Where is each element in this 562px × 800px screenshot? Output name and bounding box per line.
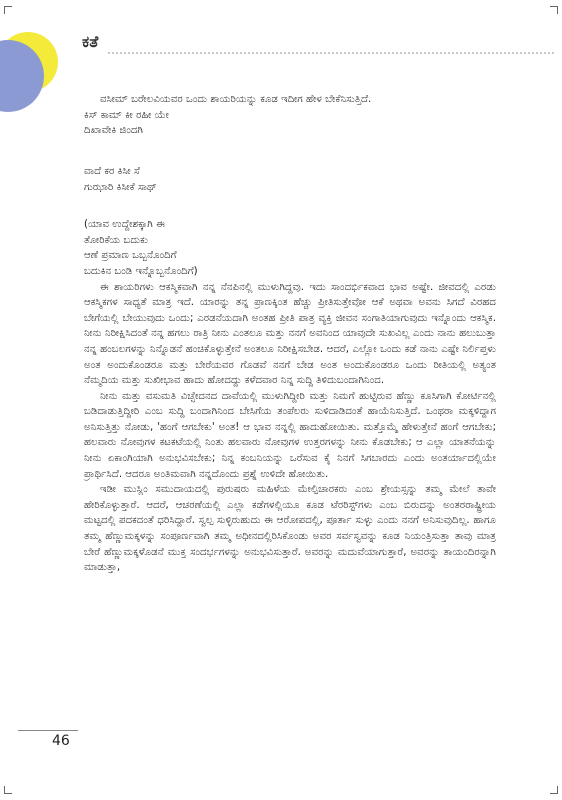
poem-line: ತೋರಿಕೆಯ ಬದುಕು [84,234,148,246]
intro-line: ವಸೀಮ್ ಬರೇಲವಿಯವರ ಒಂದು ಶಾಯರಿಯನ್ನು ಕೂಡ ಇದೀಗ ಹೇಳ ಬೇಕೆನಿಸುತ್ತಿದೆ. [100,94,372,105]
translation-stanza [84,217,496,279]
poem-line: ಆಣೆ ಪ್ರಮಾಣ ಒಬ್ಬನೊಂದಿಗೆ [84,250,177,262]
crop-mark-top-left [4,6,12,14]
poem-line: ವಾದೆ ಕರ ಕಿಸೀ ಸೆ [84,166,140,178]
poem-line: ದಿಖಾವೇಕಿ ಜಿಂದಗಿ [84,125,143,137]
crop-mark-top-right [550,6,558,14]
paragraph-1: ಈ ಶಾಯರಿಗಳು ಆಕಸ್ಮಿಕವಾಗಿ ನನ್ನ ನೆನಪಿನಲ್ಲಿ ಮುಳುಗಿದ್ದವು. ಇದು ಸಾಂದರ್ಭಿಕವಾದ ಭಾವ ಅಷ್ಟೇ. ಜೀವದಲ್ಲಿ ಎರಡು ಆಕಸ್ಮಿಕಗಳ ಸಾಧ್ಯತೆ ಮಾತ್ರ ಇದೆ. ಯಾರನ್ನು ತನ್ನ ಪ್ರಾಣಕ್ಕಿಂತ ಹೆಚ್ಚು ಪ್ರೀತಿಸುತ್ತೇವೋ ಆಕೆ ಅಥವಾ ಅವನು ಸಿಗದೆ ವಿರಹದ ಬೇಗೆಯಲ್ಲಿ ಬೇಯುವುದು ಒಂದು; ಎರಡನೆಯದಾಗಿ ಅಂತಹ ಪ್ರೀತಿ ಪಾತ್ರ ವ್ಯಕ್ತಿ ಜೀವನ ಸಂಗಾತಿಯಾಗುವುದು ಇನ್ನೊಂದು ಆಕಸ್ಮಿಕ. ನೀನು ನಿರೀಕ್ಷಿಸಿದಂತೆ ನನ್ನ ಹಗಲು ರಾತ್ರಿ ನೀನು ಎಂತಲೂ ಮತ್ತು ನನಗೆ ಅವನಿಂದ ಯಾವುದೇ ಸುಖವಿಲ್ಲ ಎಂದು ನಾನು ಹಲುಬುತ್ತಾ ನನ್ನ ಹಂಬಲಗಳನ್ನು ನಿನ್ನೊಡನೆ ಹಂಚಿಕೊಳ್ಳುತ್ತೇನೆ ಅಂತಲೂ ನಿರೀಕ್ಷಿಸಬೇಡ. ಆದರೆ, ಎಲ್ಲೋ ಒಂದು ಕಡೆ ನಾನು ಎಷ್ಟೇ ನಿರ್ಲಿಪ್ತಳು ಅಂತ ಅಂದುಕೊಂಡರೂ ಮತ್ತು ಬೇರೆಯವರ ಗೊಡವೆ ನನಗೆ ಬೇಡ ಅಂತ ಅಂದುಕೊಂಡರೂ ಒಂದು ರೀತಿಯಲ್ಲಿ ಅತ್ಯಂತ ನೆಮ್ಮದಿಯ ಮತ್ತು ಸುಖೀಭಾವ ಹಾದು ಹೋದದ್ದು ಕಳೆದವಾರ ನಿನ್ನ ಸುದ್ದಿ ತಿಳಿದುಬಂದಾಗಿನಿಂದ. [84,281,496,387]
poem-line: ಕಿಸ್ ಕಾಮ್ ಕೀ ರಹೀ ಯೇ [84,109,169,121]
article-body [84,92,496,576]
page-number: 46 [52,733,70,749]
crop-mark-bottom-left [4,786,12,794]
shayari-stanza-2 [84,164,496,195]
paragraph-3: ಇಡೀ ಮುಸ್ಲಿಂ ಸಮುದಾಯದಲ್ಲಿ ಪುರುಷರು ಮಹಿಳೆಯ ಮೇಲ್ಪಿಚಾರಕರು ಎಂಬ ಶ್ರೇಯಸ್ಸನ್ನು ತಮ್ಮ ಮೇಲೆ ತಾವೇ ಹೇರಿಕೊಳ್ಳುತ್ತಾರೆ. ಆದರೆ, ಆಚರಣೆಯಲ್ಲಿ ಎಲ್ಲಾ ಕಡೆಗಳಲ್ಲಿಯೂ ಕೂಡ ಟೆರರಿಸ್ಟ್‌ಗಳು ಎಂಬ ಬಿರುದನ್ನು ಅಂತರರಾಷ್ಟ್ರೀಯ ಮಟ್ಟದಲ್ಲಿ ಪದಕದಂತೆ ಧರಿಸಿದ್ದಾರೆ. ಸ್ವಲ್ಪ ಸುಳ್ಳಿರುಹುದು ಈ ಆರೋಪದಲ್ಲಿ, ಪೂರ್ತಾ ಸುಳ್ಳು ಎಂದು ನನಗೆ ಅನಿಸುವುದಿಲ್ಲ. ಹಾಗೂ ತಮ್ಮ ಹೆಣ್ಣುಮಕ್ಕಳನ್ನು ಸಂಪೂರ್ಣವಾಗಿ ತಮ್ಮ ಅಧೀನದಲ್ಲಿರಿಸಿಕೊಂಡು ಅವರ ಸರ್ವಸ್ವವನ್ನು ಕೂಡ ನಿಯಂತ್ರಿಸುತ್ತಾ ತಾವು ಮಾತ್ರ ಬೇರೆ ಹೆಣ್ಣುಮಕ್ಕಳೊಡನೆ ಮುಕ್ತ ಸಂದರ್ಭಗಳನ್ನು ಅನುಭವಿಸುತ್ತಾರೆ. ಅವರನ್ನು ಮದುವೆಯಾಗುತ್ತಾರೆ, ಅವರನ್ನು ತಾಯಂದಿರನ್ನಾಗಿ ಮಾಡುತ್ತಾ, [84,484,496,574]
section-title: ಕತೆ [82,32,99,51]
poem-line: ಗುಝಾರಿ ಕಿಸೀಕೆ ಸಾಥ್ [84,181,157,193]
footer-rule [18,730,78,731]
poem-line: (ಯಾವ ಉದ್ದೇಶಕ್ಕಾಗಿ ಈ [84,219,165,231]
poem-line: ಬದುಕಿನ ಬಂಡಿ ಇನ್ನೊಬ್ಬನೊಂದಿಗೆ) [84,265,198,277]
dotted-header-rule [108,52,554,54]
crop-mark-bottom-right [550,786,558,794]
header-decoration [0,24,80,114]
shayari-stanza-1 [84,108,496,139]
paragraph-2: ನೀನು ಮತ್ತು ವಸುಮತಿ ವಿಚ್ಛೇದನದ ದಾವೆಯಲ್ಲಿ ಮುಳುಗಿದ್ದೀರಿ ಮತ್ತು ನಿಮಗೆ ಹುಟ್ಟಿರುವ ಹೆಣ್ಣು ಕೂಸಿಗಾಗಿ ಕೋರ್ಟಿನಲ್ಲಿ ಬಡಿದಾಡುತ್ತಿದ್ದೀರಿ ಎಂಬ ಸುದ್ದಿ ಬಂದಾಗಿನಿಂದ ಬೇಸಿಗೆಯ ತಂಪೆಲರು ಸುಳಿದಾಡಿದಂತೆ ಹಾಯೆನಿಸುತ್ತಿದೆ. ಒಂಥರಾ ಮಕ್ಕಳಿದ್ದಾಗ ಅನಿಸುತ್ತಿತ್ತು ನೋಡು, 'ಹಂಗೆ ಆಗಬೇಕು' ಅಂತ! ಆ ಭಾವ ನನ್ನಲ್ಲಿ ಹಾದುಹೋಯಿತು. ಮತ್ತೊಮ್ಮೆ ಹೇಳುತ್ತೇನೆ ಹಂಗೆ ಆಗಬೇಕು; ಹಲವಾರು ನೋವುಗಳ ಕಟಕಟೆಯಲ್ಲಿ ನಿಂತು ಹಲವಾರು ನೋವುಗಳ ಉತ್ತರಗಳನ್ನು ನೀನು ಕೊಡಬೇಕು; ಆ ಎಲ್ಲಾ ಯಾತನೆಯನ್ನು ನೀನು ಏಕಾಂಗಿಯಾಗಿ ಅನುಭವಿಸಬೇಕು; ನಿನ್ನ ಕಂಬನಿಯನ್ನು ಒರೆಸುವ ಕೈ ನಿನಗೆ ಸಿಗಬಾರದು ಎಂದು ಅಂತರ್ಯಾದಲ್ಲಿಯೇ ಪ್ರಾರ್ಥಿಸಿದೆ. ಆದರೂ ಅಂತಿಮವಾಗಿ ನನ್ನದೊಂದು ಪ್ರಶ್ನೆ ಉಳಿದೇ ಹೋಯಿತು. [84,390,496,480]
